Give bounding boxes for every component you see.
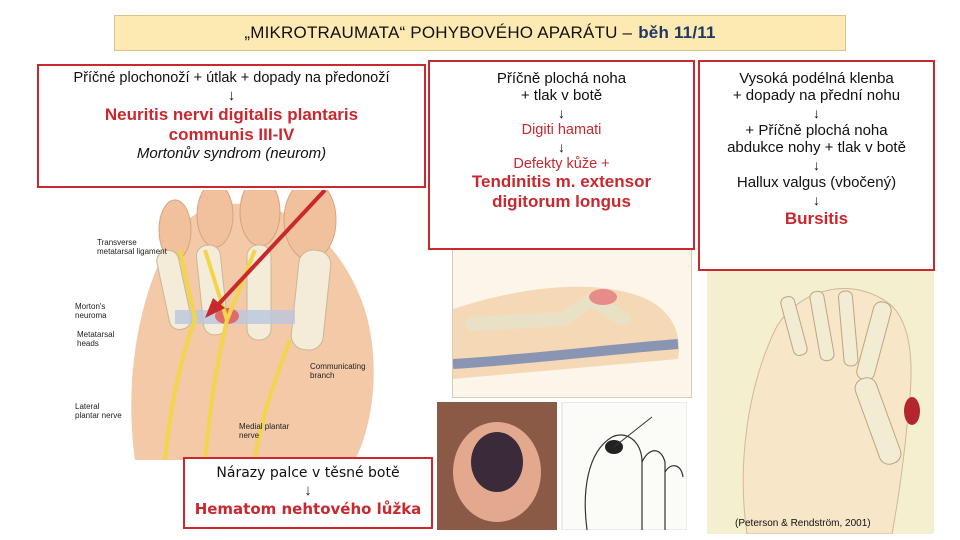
morton-arrow: ↓ (227, 87, 236, 104)
morton-box (37, 64, 426, 188)
label-lateral: Lateral plantar nerve (75, 402, 122, 420)
hallux-step-1b: abdukce nohy + tlak v botě (727, 139, 906, 156)
hamati-diagnosis-2: digitorum longus (492, 192, 631, 211)
label-communicating: Communicating branch (310, 362, 366, 380)
hamati-step-1: Digiti hamati (521, 122, 602, 138)
hematoma-drawing (437, 402, 687, 530)
hallux-arrow-2: ↓ (813, 157, 820, 173)
hallux-step-1a: + Příčně plochá noha (745, 122, 888, 139)
hallux-cause-2: + dopady na přední nohu (732, 87, 901, 104)
morton-foot-illustration (55, 190, 385, 460)
morton-syndrome: Mortonův syndrom (neurom) (136, 145, 327, 162)
hallux-arrow-3: ↓ (813, 192, 820, 208)
hamati-diagnosis-1: Tendinitis m. extensor (471, 172, 652, 191)
slide-title (114, 15, 846, 51)
hematom-cause: Nárazy palce v těsné botě (216, 465, 400, 481)
hamati-box (428, 60, 695, 250)
hamati-arrow-2: ↓ (558, 139, 565, 155)
hallux-valgus-drawing (707, 266, 934, 534)
hematom-arrow: ↓ (304, 482, 312, 499)
label-medial: Medial plantar nerve (239, 422, 290, 440)
hammer-toe-illustration (452, 248, 692, 398)
hamati-step-2: Defekty kůže + (513, 156, 610, 172)
hematoma-illustration (437, 402, 687, 530)
hematom-diagnosis: Hematom nehtového lůžka (194, 500, 422, 518)
hamati-cause-1: Příčně plochá noha (496, 70, 627, 87)
hammer-toe-drawing (453, 249, 691, 397)
hallux-cause-1: Vysoká podélná klenba (739, 70, 894, 87)
hallux-arrow-1: ↓ (813, 105, 820, 121)
hallux-diagnosis: Bursitis (784, 209, 849, 228)
hamati-arrow-1: ↓ (558, 105, 565, 121)
label-metatarsal: Metatarsal heads (77, 330, 115, 348)
morton-diagnosis-2: communis III-IV (168, 125, 295, 144)
morton-cause: Příčné plochonoží + útlak + dopady na předonoží (73, 70, 390, 86)
hematom-box (183, 457, 433, 529)
hallux-valgus-illustration (707, 266, 934, 534)
citation: (Peterson & Rendström, 2001) (735, 518, 871, 529)
label-morton: Morton's neuroma (75, 302, 107, 320)
morton-diagnosis-1: Neuritis nervi digitalis plantaris (104, 105, 359, 124)
hamati-cause-2: + tlak v botě (520, 87, 603, 104)
title-course: běh 11/11 (638, 23, 716, 42)
hallux-step-2: Hallux valgus (vbočený) (736, 174, 897, 191)
label-transverse: Transverse metatarsal ligament (97, 238, 167, 256)
title-main: „MIKROTRAUMATA“ POHYBOVÉHO APARÁTU – (244, 23, 633, 42)
hallux-box (698, 60, 935, 271)
